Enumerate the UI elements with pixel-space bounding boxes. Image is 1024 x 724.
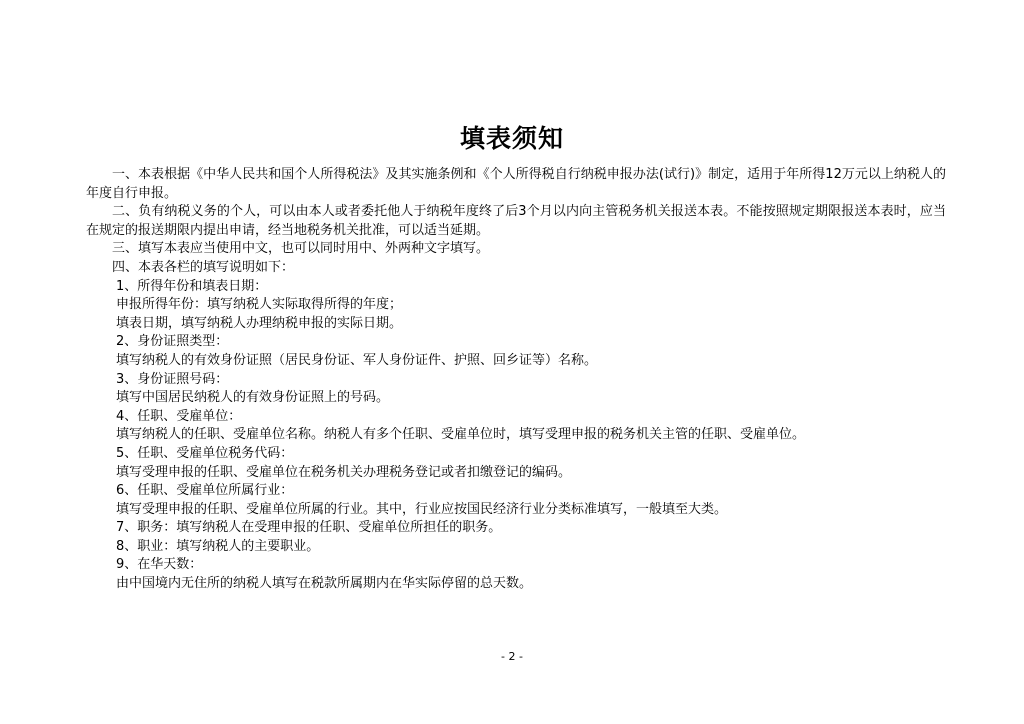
item-heading-5: 5、任职、受雇单位税务代码： (116, 445, 294, 461)
item-text: 填写纳税人的任职、受雇单位名称。纳税人有多个任职、受雇单位时，填写受理申报的税务机关主管的任职、受雇单位。 (116, 427, 806, 443)
item-text: 填写受理申报的任职、受雇单位所属的行业。其中，行业应按国民经济行业分类标准填写，一般填至大类。 (116, 501, 728, 517)
item-text: 由中国境内无住所的纳税人填写在税款所属期内在华实际停留的总天数。 (116, 576, 533, 592)
paragraph-2: 二、负有纳税义务的个人，可以由本人或者委托他人于纳税年度终了后3个月以内向主管税务机关报送本表。不能按照规定期限报送本表时，应当在规定的报送期限内提出申请，经当地税务机关批准，可以适当延期。 (86, 204, 946, 238)
item-heading-3: 3、身份证照号码： (116, 371, 229, 387)
item-heading-2: 2、身份证照类型： (116, 334, 229, 350)
item-text: 填写受理申报的任职、受雇单位在税务机关办理税务登记或者扣缴登记的编码。 (116, 464, 572, 480)
item-heading-9: 9、在华天数： (116, 557, 203, 573)
item-text: 填表日期，填写纳税人办理纳税申报的实际日期。 (116, 315, 403, 331)
document-title: 填表须知 (459, 124, 564, 153)
paragraph-3: 三、填写本表应当使用中文，也可以同时用中、外两种文字填写。 (112, 241, 490, 257)
document-body (86, 166, 946, 594)
item-heading-6: 6、任职、受雇单位所属行业： (116, 483, 294, 499)
page-number: - 2 - (501, 650, 523, 663)
item-text: 填写纳税人的有效身份证照（居民身份证、军人身份证件、护照、回乡证等）名称。 (116, 352, 598, 368)
item-heading-4: 4、任职、受雇单位： (116, 408, 242, 424)
item-heading-7: 7、职务：填写纳税人在受理申报的任职、受雇单位所担任的职务。 (116, 520, 502, 536)
item-heading-8: 8、职业：填写纳税人的主要职业。 (116, 538, 320, 554)
paragraph-4: 四、本表各栏的填写说明如下： (112, 259, 295, 275)
item-text: 申报所得年份：填写纳税人实际取得所得的年度； (116, 297, 403, 313)
item-heading-1: 1、所得年份和填表日期： (116, 278, 268, 294)
item-text: 填写中国居民纳税人的有效身份证照上的号码。 (116, 390, 390, 406)
paragraph-1: 一、本表根据《中华人民共和国个人所得税法》及其实施条例和《个人所得税自行纳税申报办法(试行)》制定，适用于年所得12万元以上纳税人的年度自行申报。 (86, 167, 946, 201)
